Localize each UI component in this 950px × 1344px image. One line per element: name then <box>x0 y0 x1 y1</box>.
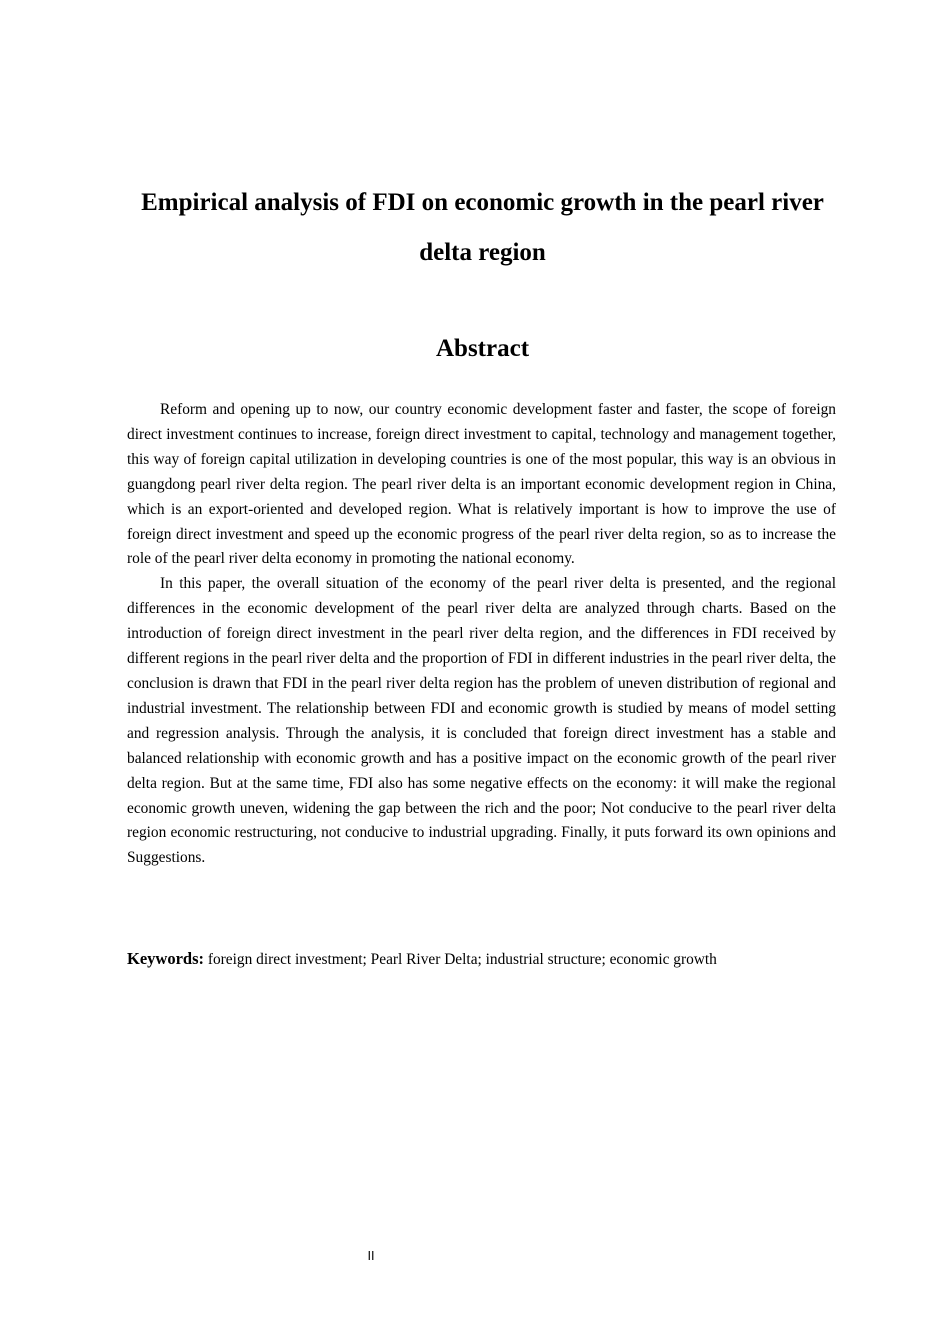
abstract-paragraph-2: In this paper, the overall situation of the economy of the pearl river delta is presented, and the regional differences in the economic development of the pearl river delta are analyzed through charts. Based on the introduction of foreign direct investment in the pearl river delta region, and the differences in FDI received by different regions in the pearl river delta and the proportion of FDI in different industries in the pearl river delta, the conclusion is drawn that FDI in the pearl river delta region has the problem of uneven distribution of regional and industrial investment. The relationship between FDI and economic growth is studied by means of model setting and regression analysis. Through the analysis, it is concluded that foreign direct investment has a stable and balanced relationship with economic growth and has a positive impact on the economic growth of the pearl river delta region. But at the same time, FDI also has some negative effects on the economy: it will make the regional economic growth uneven, widening the gap between the rich and the poor; Not conducive to the pearl river delta region economic restructuring, not conducive to industrial upgrading. Finally, it puts forward its own opinions and Suggestions. <box>127 575 836 867</box>
keywords-line <box>127 947 836 973</box>
keywords-label: Keywords: <box>127 949 204 968</box>
paper-title: Empirical analysis of FDI on economic growth in the pearl river delta region <box>141 189 824 266</box>
keywords-text: foreign direct investment; Pearl River Delta; industrial structure; economic growth <box>204 951 717 968</box>
abstract-heading: Abstract <box>435 335 530 362</box>
page-number: II <box>367 1249 375 1263</box>
abstract-body <box>127 398 836 871</box>
abstract-paragraph-1: Reform and opening up to now, our country economic development faster and faster, the scope of foreign direct investment continues to increase, foreign direct investment to capital, technology and management together, this way of foreign capital utilization in developing countries is one of the most popular, this way is an obvious in guangdong pearl river delta region. The pearl river delta is an important economic development region in China, which is an export-oriented and developed region. What is relatively important is how to improve the use of foreign direct investment and speed up the economic progress of the pearl river delta region, so as to increase the role of the pearl river delta economy in promoting the national economy. <box>127 401 836 568</box>
